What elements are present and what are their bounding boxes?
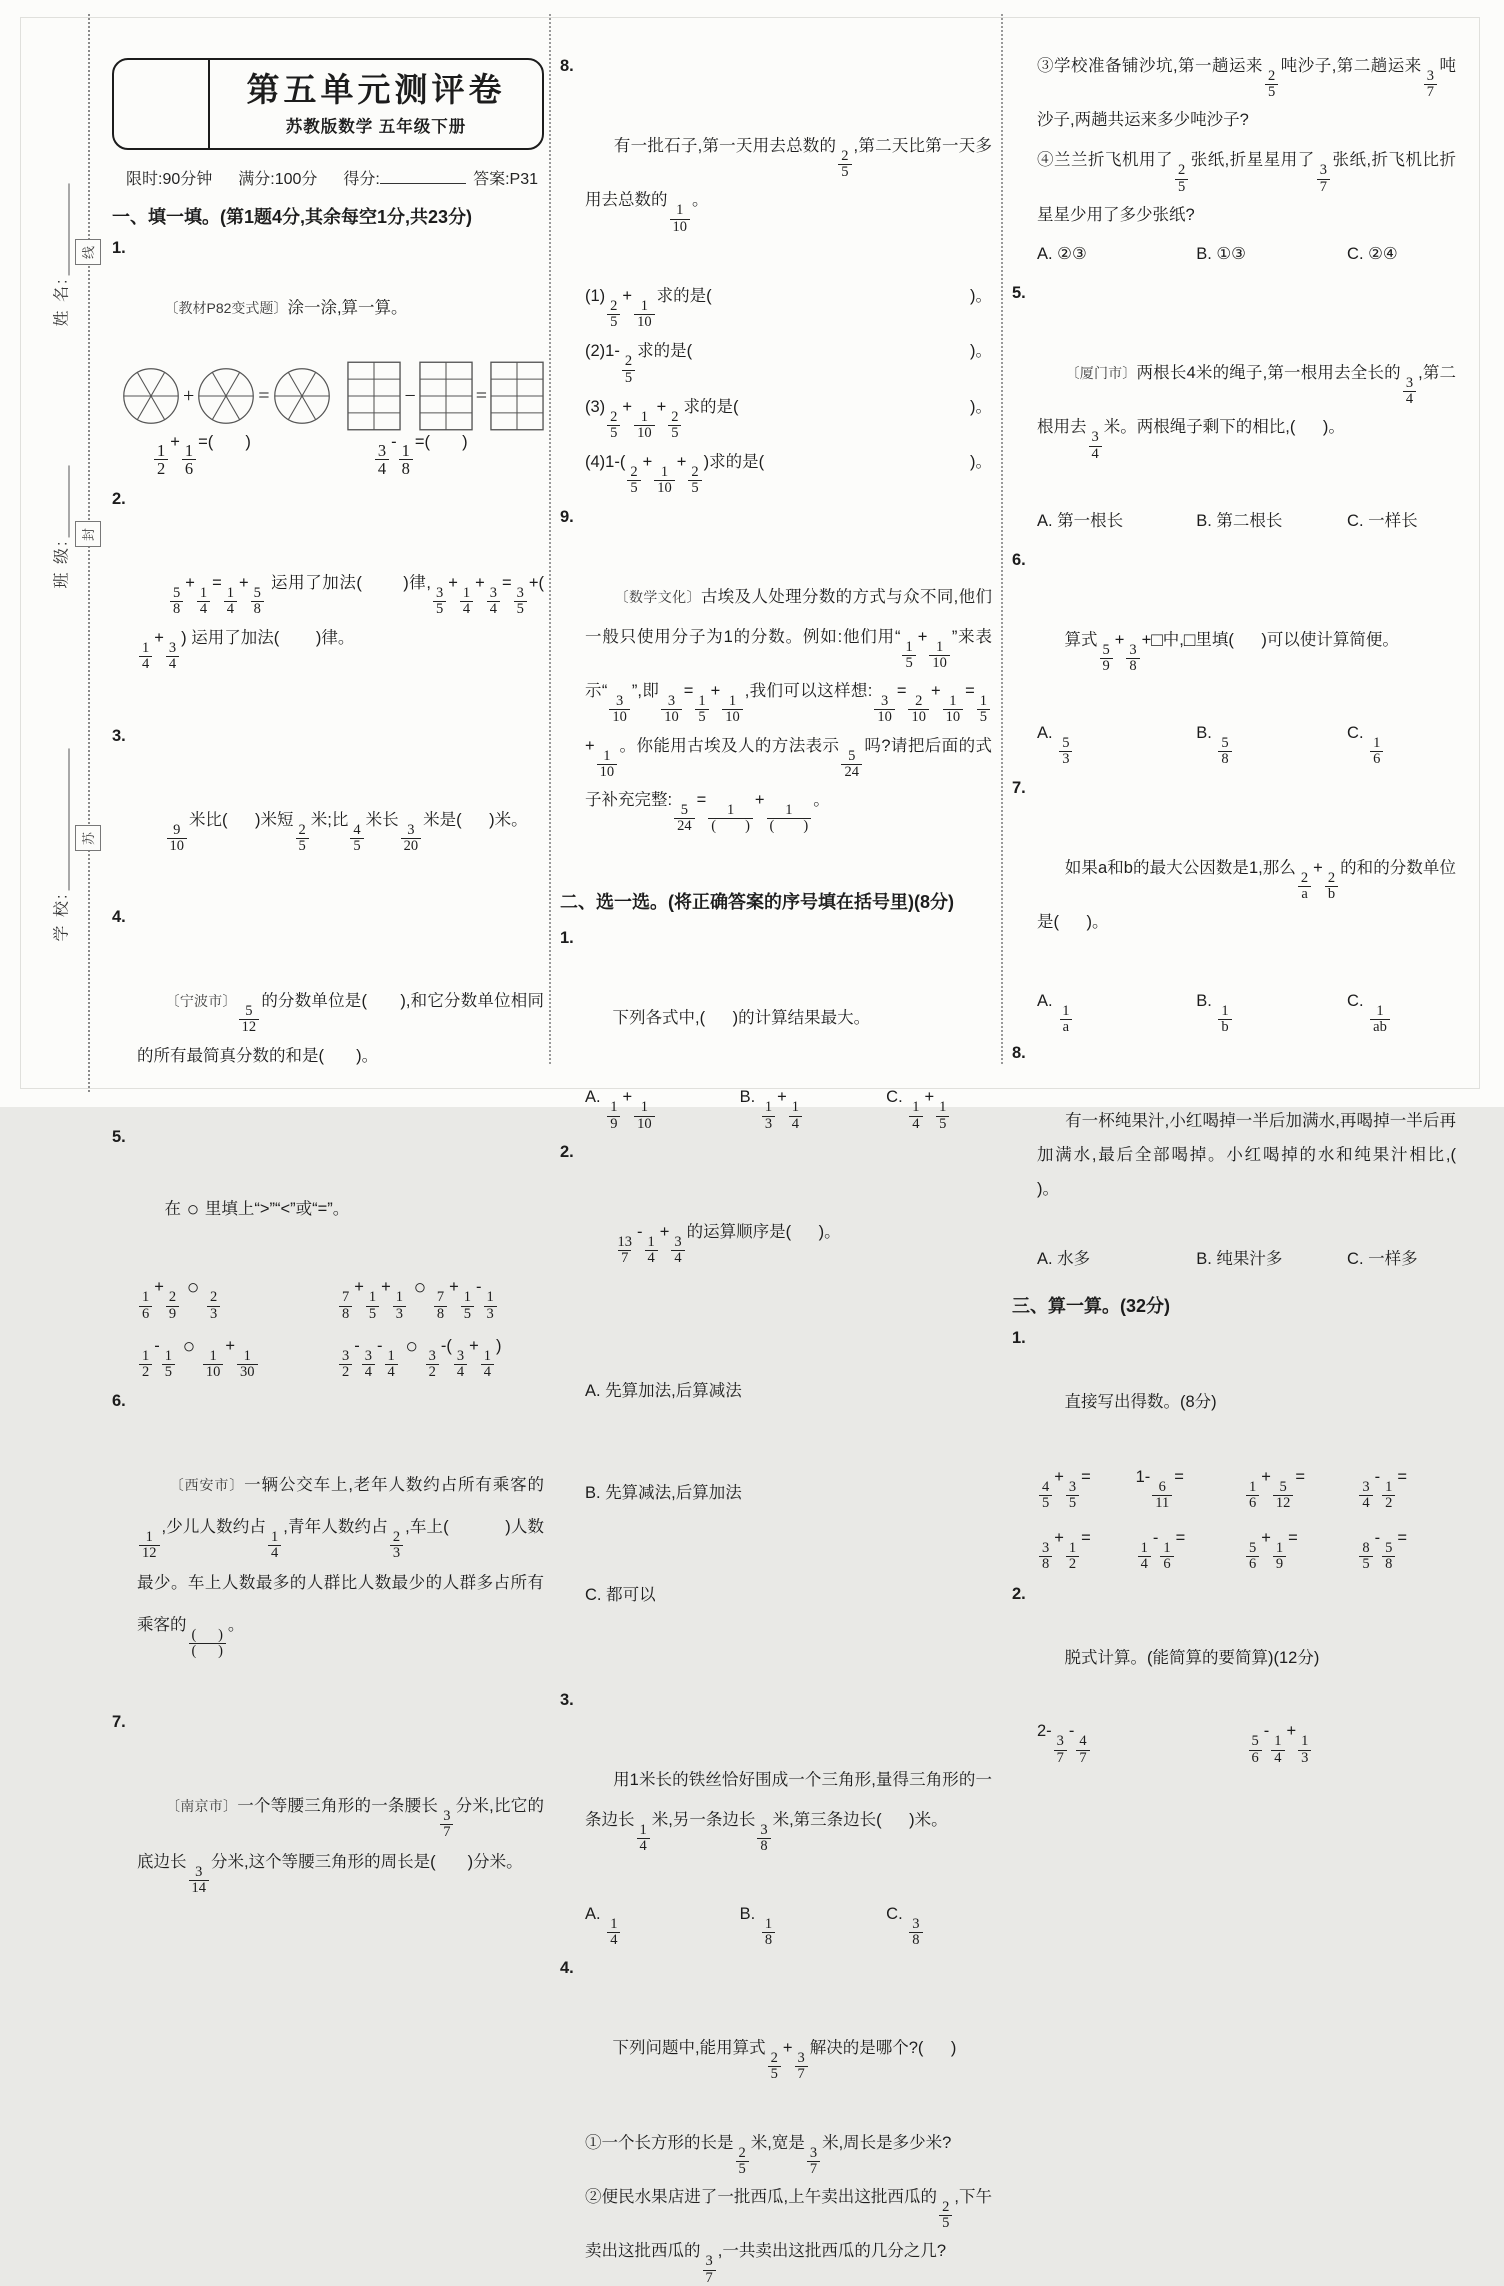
grid-eighths-3 xyxy=(490,361,544,431)
s2-q7 xyxy=(1012,768,1456,982)
question-number: 6. xyxy=(1012,550,1026,569)
question-number: 1. xyxy=(560,929,574,948)
circle-sixths-3 xyxy=(273,367,331,425)
question-text: 下列问题中,能用算式 $\frac{2}{5}$ + $\frac{3}{7}$ 解决的是哪个?( ) xyxy=(612,2039,957,2083)
option-a: A. $\frac{1}{4}$ xyxy=(585,1895,740,1948)
oral-calc-item: 1- $\frac{6}{11}$ = xyxy=(1135,1467,1184,1511)
option-a: A. $\frac{1}{9}$ + $\frac{1}{10}$ xyxy=(585,1078,740,1131)
compare-item: $\frac{1}{6}$ + $\frac{2}{9}$ ○ $\frac{2}{3}$ xyxy=(137,1263,337,1321)
column-2 xyxy=(560,46,992,2286)
s3-q1 xyxy=(1012,1322,1456,1450)
s1-q7 xyxy=(112,1701,544,1938)
option-b: B. $\frac{5}{8}$ xyxy=(1196,714,1347,767)
s3-q2-items xyxy=(1012,1706,1456,1765)
question-text: $\frac{5}{12}$ 的分数单位是( ),和它分数单位相同的所有最简真分数的和是( )。 xyxy=(137,991,544,1066)
s2-q4-sub2: ②便民水果店进了一批西瓜,上午卖出这批西瓜的 $\frac{2}{5}$ ,下午卖出这批西瓜的 $\frac{3}{7}$ ,一共卖出这批西瓜的几分之几? xyxy=(585,2188,992,2286)
s2-q5-options xyxy=(1012,502,1456,540)
oral-calc-item: $\frac{3}{8}$ + $\frac{1}{2}$ = xyxy=(1037,1511,1136,1572)
option-c: C. $\frac{1}{4}$ + $\frac{1}{5}$ xyxy=(886,1078,992,1131)
s2-q5 xyxy=(1012,273,1456,502)
column-1 xyxy=(112,58,544,1938)
question-tag: 〔厦门市〕 xyxy=(1065,364,1137,381)
close-paren: )。 xyxy=(970,286,992,305)
s1-q9 xyxy=(560,497,992,875)
s2-q1 xyxy=(560,918,992,1078)
s1-q6 xyxy=(112,1380,544,1701)
oral-calc-item: $\frac{1}{6}$ + $\frac{5}{12}$ = xyxy=(1244,1450,1357,1511)
question-text: 脱式计算。(能简算的要简算)(12分) xyxy=(1064,1649,1320,1668)
s1-q1 xyxy=(112,233,544,353)
question-tag: 〔数学文化〕 xyxy=(614,588,701,605)
compare-item: $\frac{7}{8}$ + $\frac{1}{5}$ + $\frac{1}{3}$ ○ $\frac{7}{8}$ + $\frac{1}{5}$ - $\frac{1}{3}$ xyxy=(337,1263,544,1321)
option-b: B. $\frac{1}{8}$ xyxy=(740,1895,887,1948)
question-number: 7. xyxy=(1012,778,1026,797)
oral-calc-item: $\frac{3}{4}$ - $\frac{1}{2}$ = xyxy=(1357,1450,1456,1511)
page-title: 第五单元测评卷 xyxy=(246,71,506,109)
s1-q1-figures xyxy=(122,361,544,431)
class-field xyxy=(49,466,72,589)
s1-q8-sub3 xyxy=(560,386,992,441)
s3-q2 xyxy=(1012,1578,1456,1706)
question-text: 一辆公交车上,老年人数约占所有乘客的 $\frac{1}{12}$ ,少儿人数约占 $\frac{1}{4}$ ,青年人数约占 $\frac{2}{3}$ ,车上( )人数最少。车上人数最多的人群比人数最少的人群多占所有乘客的 $\frac{( )}{( )}$ 。 xyxy=(137,1476,544,1659)
question-number: 1. xyxy=(112,239,126,257)
option-c: C. $\frac{1}{6}$ xyxy=(1347,714,1456,767)
sub-question: (2)1- $\frac{2}{5}$ 求的是( xyxy=(585,342,693,386)
title-box xyxy=(112,58,544,150)
question-text: $\frac{13}{7}$ - $\frac{1}{4}$ + $\frac{3}{4}$ 的运算顺序是( )。 xyxy=(617,1222,841,1267)
question-text: 算式 $\frac{5}{9}$ + $\frac{3}{8}$ +□中,□里填( )可以使计算简便。 xyxy=(1064,629,1399,674)
equals-operator: = xyxy=(475,384,487,407)
meta-score-label: 得分: xyxy=(343,171,380,188)
circle-sixths-2 xyxy=(197,367,255,425)
close-paren: )。 xyxy=(970,453,992,472)
s1-q5 xyxy=(112,1119,544,1263)
section-3-heading: 三、算一算。(32分) xyxy=(1012,1295,1171,1316)
s1-q8-sub4 xyxy=(560,441,992,496)
s2-q3 xyxy=(560,1680,992,1894)
option-a: A. 先算加法,后算减法 xyxy=(585,1382,742,1401)
meta-row xyxy=(126,166,544,189)
equals-operator: = xyxy=(258,384,270,407)
caption-circles: $\frac{1}{2}$ + $\frac{1}{6}$ =( ) xyxy=(152,433,251,478)
option-a: A. $\frac{1}{a}$ xyxy=(1037,982,1196,1035)
binding-fold-line xyxy=(88,14,90,1092)
section-2-heading: 二、选一选。(将正确答案的序号填在括号里)(8分) xyxy=(560,892,954,913)
s2-q8 xyxy=(1012,1036,1484,1240)
grid-eighths-2 xyxy=(419,361,473,431)
column-3 xyxy=(1012,46,1484,1766)
caption-grids: $\frac{3}{4}$ - $\frac{1}{8}$ =( ) xyxy=(373,433,468,478)
question-tag: 〔教材P82变式题〕 xyxy=(164,300,288,316)
sub-question: (4)1-( $\frac{2}{5}$ + $\frac{1}{10}$ + $\frac{2}{5}$ )求的是( xyxy=(585,453,765,497)
close-paren: )。 xyxy=(970,397,992,416)
meta-full-score: 满分:100分 xyxy=(238,171,318,188)
question-text: 在 ○ 里填上“>”“<”或“=”。 xyxy=(164,1198,350,1222)
s1-q8-sub2 xyxy=(560,330,992,385)
class-blank-line xyxy=(55,466,70,538)
question-number: 8. xyxy=(1012,1043,1026,1062)
question-tag: 〔南京市〕 xyxy=(165,1798,238,1815)
seal-box-feng xyxy=(75,521,101,547)
title-box-compartment xyxy=(114,60,210,148)
option-c: C. 一样长 xyxy=(1347,511,1418,530)
option-c: C. 一样多 xyxy=(1347,1249,1418,1268)
question-tag: 〔宁波市〕 xyxy=(165,992,237,1009)
option-c: C. $\frac{1}{ab}$ xyxy=(1347,982,1456,1035)
s2-q1-options xyxy=(560,1078,992,1131)
s2-q4-sub3: ③学校准备铺沙坑,第一趟运来 $\frac{2}{5}$ 吨沙子,第二趟运来 $\frac{3}{7}$ 吨沙子,两趟共运来多少吨沙子? xyxy=(1037,57,1456,130)
option-b: B. $\frac{1}{3}$ + $\frac{1}{4}$ xyxy=(740,1078,887,1131)
written-calc-item: 2- $\frac{3}{7}$ - $\frac{4}{7}$ xyxy=(1037,1706,1247,1765)
question-text: 如果a和b的最大公因数是1,那么 $\frac{2}{a}$ + $\frac{2}{b}$ 的和的分数单位是( )。 xyxy=(1037,858,1456,932)
option-c: C. ②④ xyxy=(1347,244,1398,263)
question-text: 直接写出得数。(8分) xyxy=(1064,1392,1217,1411)
question-number: 4. xyxy=(560,1959,574,1978)
s2-q3-options xyxy=(560,1895,992,1948)
question-number: 1. xyxy=(1012,1328,1026,1347)
school-label: 学 校: xyxy=(53,892,71,942)
s2-q4 xyxy=(560,1948,992,2122)
close-paren: )。 xyxy=(970,342,992,361)
circle-sixths-1 xyxy=(122,367,180,425)
column-divider-2 xyxy=(1001,14,1003,1064)
question-text: 一个等腰三角形的一条腰长 $\frac{3}{7}$ 分米,比它的底边长 $\frac{3}{14}$ 分米,这个等腰三角形的周长是( )分米。 xyxy=(137,1797,544,1896)
student-name-field xyxy=(49,184,72,327)
s1-q8-sub1 xyxy=(560,275,992,330)
question-number: 7. xyxy=(112,1713,126,1732)
s2-q6 xyxy=(1012,540,1456,714)
oral-calc-item: $\frac{1}{4}$ - $\frac{1}{6}$ = xyxy=(1136,1511,1244,1572)
s2-q2-options xyxy=(560,1306,992,1680)
seal-box-line xyxy=(75,239,101,265)
name-blank-line xyxy=(55,184,70,276)
written-calc-item: $\frac{5}{6}$ - $\frac{1}{4}$ + $\frac{1}{3}$ xyxy=(1247,1706,1457,1765)
grid-eighths-1 xyxy=(347,361,401,431)
option-a: A. 第一根长 xyxy=(1037,511,1124,530)
option-b: B. ①③ xyxy=(1196,244,1246,263)
seal-char: 封 xyxy=(81,527,97,541)
class-label: 班 级: xyxy=(53,539,71,589)
option-b: B. 先算减法,后算加法 xyxy=(585,1484,742,1503)
question-text: 有一杯纯果汁,小红喝掉一半后加满水,再喝掉一半后再加满水,最后全部喝掉。小红喝掉的水和纯果汁相比,( )。 xyxy=(1037,1111,1484,1198)
column-divider-1 xyxy=(549,14,551,1064)
compare-item: $\frac{3}{2}$ - $\frac{3}{4}$ - $\frac{1}{4}$ ○ $\frac{3}{2}$ -( $\frac{3}{4}$ + $\frac{1}{4}$ ) xyxy=(337,1322,544,1380)
name-label: 姓 名: xyxy=(53,277,71,327)
score-blank-line xyxy=(380,169,466,184)
question-number: 5. xyxy=(112,1128,126,1147)
question-number: 9. xyxy=(560,507,574,526)
option-b: B. $\frac{1}{b}$ xyxy=(1196,982,1347,1035)
question-text: 有一批石子,第一天用去总数的 $\frac{2}{5}$ ,第二天比第一天多用去总数的 $\frac{1}{10}$ 。 xyxy=(585,137,992,235)
s1-q1-captions xyxy=(112,433,544,478)
s1-q5-items xyxy=(112,1263,544,1380)
option-b: B. 纯果汁多 xyxy=(1196,1249,1283,1268)
seal-char: 线 xyxy=(81,245,97,259)
question-number: 2. xyxy=(560,1142,574,1161)
option-b: B. 第二根长 xyxy=(1196,511,1283,530)
question-text: 古埃及人处理分数的方式与众不同,他们一般只使用分子为1的分数。例如:他们用“ $\frac{1}{5}$ + $\frac{1}{10}$ ”来表示“ $\frac{3}{10}$ ”,即 $\frac{3}{10}$ = $\frac{1}{5}$ + $\frac{1}{10}$ ,我们可以这样想: $\frac{3}{10}$ = $\frac{2}{10}$ + $\frac{1}{10}$ = $\frac{1}{5}$ + $\frac{1}{10}$ 。你能用古埃及人的方法表示 $\frac{5}{24}$ 吗?请把后面的式子补充完整: $\frac{5}{24}$ = $\frac{1}{( )}$ + $\frac{1}{( )}$ 。 xyxy=(585,587,992,835)
question-number: 5. xyxy=(1012,283,1026,302)
oral-calc-item: $\frac{5}{6}$ + $\frac{1}{9}$ = xyxy=(1244,1511,1357,1572)
option-c: C. 都可以 xyxy=(585,1586,656,1605)
plus-operator: + xyxy=(183,384,195,407)
question-text: 用1米长的铁丝恰好围成一个三角形,量得三角形的一条边长 $\frac{1}{4}$ 米,另一条边长 $\frac{3}{8}$ 米,第三条边长( )米。 xyxy=(585,1771,992,1855)
s2-q4-sub4: ④兰兰折飞机用了 $\frac{2}{5}$ 张纸,折星星用了 $\frac{3}{7}$ 张纸,折飞机比折星星少用了多少张纸? xyxy=(1037,151,1457,224)
s2-q4-sub1: ①一个长方形的长是 $\frac{2}{5}$ 米,宽是 $\frac{3}{7}$ 米,周长是多少米? xyxy=(585,2133,952,2177)
question-tag: 〔西安市〕 xyxy=(169,1477,245,1494)
option-a: A. ②③ xyxy=(1037,244,1087,263)
question-text: $\frac{9}{10}$ 米比( )米短 $\frac{2}{5}$ 米;比 $\frac{4}{5}$ 米长 $\frac{3}{20}$ 米是( )米。 xyxy=(165,811,528,829)
meta-time-limit: 限时:90分钟 xyxy=(126,171,213,188)
question-number: 4. xyxy=(112,907,126,926)
seal-box-su xyxy=(75,825,101,851)
oral-calc-item: $\frac{8}{5}$ - $\frac{5}{8}$ = xyxy=(1357,1511,1456,1572)
option-a: A. $\frac{5}{3}$ xyxy=(1037,714,1196,767)
question-number: 3. xyxy=(112,726,126,745)
minus-operator: − xyxy=(404,384,416,407)
s1-q8 xyxy=(560,46,992,275)
circle-figure-group xyxy=(122,367,331,425)
question-text: 下列各式中,( )的计算结果最大。 xyxy=(612,1009,871,1028)
question-number: 2. xyxy=(112,489,126,508)
question-text: 涂一涂,算一算。 xyxy=(287,299,408,317)
s1-q4 xyxy=(112,896,544,1119)
seal-char: 苏 xyxy=(81,831,97,845)
school-field xyxy=(49,749,72,942)
sub-question: (1) $\frac{2}{5}$ + $\frac{1}{10}$ 求的是( xyxy=(585,286,712,331)
question-number: 3. xyxy=(560,1691,574,1710)
s3-q1-items xyxy=(1012,1450,1456,1573)
option-c: C. $\frac{3}{8}$ xyxy=(886,1895,992,1948)
question-text: $\frac{5}{8}$ + $\frac{1}{4}$ = $\frac{1}{4}$ + $\frac{5}{8}$ 运用了加法( )律, $\frac{3}{5}$ + $\frac{1}{4}$ + $\frac{3}{4}$ = $\frac{3}{5}$ +( $\frac{1}{4}$ + $\frac{3}{4}$ ) 运用了加法( )律。 xyxy=(137,574,544,647)
question-number: 8. xyxy=(560,57,574,75)
question-number: 2. xyxy=(1012,1585,1026,1604)
s2-q7-options xyxy=(1012,982,1456,1035)
grid-figure-group xyxy=(347,361,544,431)
oral-calc-item: $\frac{4}{5}$ + $\frac{3}{5}$ = xyxy=(1037,1450,1136,1511)
compare-item: $\frac{1}{2}$ - $\frac{1}{5}$ ○ $\frac{1}{10}$ + $\frac{1}{30}$ xyxy=(137,1322,337,1380)
page-subtitle: 苏教版数学 五年级下册 xyxy=(285,117,467,136)
s1-q3 xyxy=(112,715,544,896)
s1-q2 xyxy=(112,478,544,715)
s2-q6-options xyxy=(1012,714,1456,767)
option-a: A. 水多 xyxy=(1037,1249,1091,1268)
section-1-heading: 一、填一填。(第1题4分,其余每空1分,共23分) xyxy=(112,207,473,227)
question-number: 6. xyxy=(112,1392,126,1411)
title-wrap xyxy=(210,71,542,137)
s2-q8-options xyxy=(1012,1240,1456,1278)
sub-question: (3) $\frac{2}{5}$ + $\frac{1}{10}$ + $\frac{2}{5}$ 求的是( xyxy=(585,397,739,441)
s2-q2 xyxy=(560,1132,992,1306)
s2-q4-options xyxy=(1012,235,1456,273)
question-text: 两根长4米的绳子,第一根用去全长的 $\frac{3}{4}$ ,第二根用去 $\frac{3}{4}$ 米。两根绳子剩下的相比,( )。 xyxy=(1037,363,1457,462)
school-blank-line xyxy=(55,749,70,891)
meta-answer-ref: 答案:P31 xyxy=(473,171,538,188)
